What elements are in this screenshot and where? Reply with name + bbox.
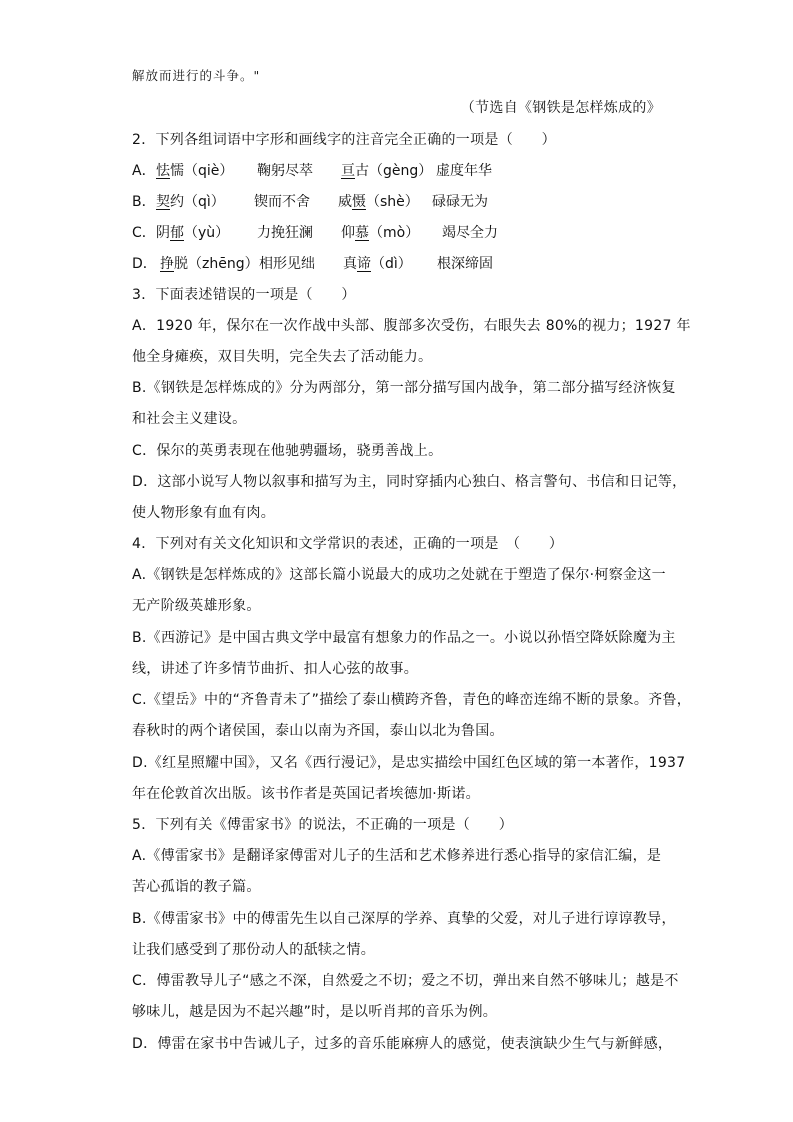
- q4-option-b-line2: 线，讲述了许多情节曲折、扣人心弦的故事。: [132, 661, 418, 677]
- underlined-char: 郁: [170, 225, 184, 241]
- q4-option-a-line2: 无产阶级英雄形象。: [132, 598, 261, 614]
- q2-option-c-word4: 竭尽全力: [442, 225, 498, 241]
- q2-option-c-label: C．: [132, 225, 156, 241]
- q3-stem: 3．下面表述错误的一项是（ ）: [132, 287, 356, 303]
- word-rest: （shè）: [366, 194, 419, 210]
- underlined-char: 挣: [160, 256, 174, 272]
- q3-option-d-line1: D．这部小说写人物以叙事和描写为主，同时穿插内心独白、格言警句、书信和日记等，: [132, 474, 687, 490]
- q5-option-c-line1: C．傅雷教导儿子“感之不深，自然爱之不切；爱之不切，弹出来自然不够味儿；越是不: [132, 973, 679, 989]
- q2-option-a-label: A．: [132, 163, 156, 179]
- q4-option-d-line2: 年在伦敦首次出版。该书作者是英国记者埃德加·斯诺。: [132, 786, 480, 802]
- underlined-char: 契: [156, 194, 170, 210]
- q2-option-b-word2: 锲而不舍: [254, 194, 310, 210]
- q2-option-b-word4: 碌碌无为: [432, 194, 488, 210]
- q3-option-a-line1: A．1920 年，保尔在一次作战中头部、腹部多次受伤，右眼失去 80%的视力；1927 年: [132, 318, 691, 334]
- word-lead: 威: [338, 194, 352, 210]
- q5-option-b-line2: 让我们感受到了那份动人的舐犊之情。: [132, 942, 376, 958]
- word-lead: 真: [343, 256, 357, 272]
- q4-option-c-line1: C.《望岳》中的“齐鲁青未了”描绘了泰山横跨齐鲁，青色的峰峦连绵不断的景象。齐鲁，: [132, 692, 692, 708]
- q4-option-b-line1: B.《西游记》是中国古典文学中最富有想象力的作品之一。小说以孙悟空降妖除魔为主: [132, 630, 676, 646]
- underlined-char: 怯: [156, 163, 170, 179]
- underlined-char: 亘: [341, 163, 355, 179]
- passage-tail: 解放而进行的斗争。": [132, 68, 261, 83]
- q4-option-d-line1: D.《红星照耀中国》，又名《西行漫记》，是忠实描绘中国红色区域的第一本著作，1937: [132, 755, 686, 771]
- word-rest: 古（gèng）: [355, 163, 433, 179]
- q2-option-c-word1: [156, 223, 229, 243]
- q4-stem: 4．下列对有关文化知识和文学常识的表述，正确的一项是 （ ）: [132, 536, 564, 552]
- q3-option-a-line2: 他全身瘫痪，双目失明，完全失去了活动能力。: [132, 349, 433, 365]
- word-rest: （mò）: [369, 225, 420, 241]
- q5-option-d-line1: D．傅雷在家书中告诫儿子，过多的音乐能麻痹人的感觉，使表演缺少生气与新鲜感，: [132, 1036, 673, 1052]
- word-lead: 阴: [156, 225, 170, 241]
- underlined-char: 慕: [355, 225, 369, 241]
- q2-option-d-word1: [160, 254, 259, 274]
- word-rest: （yù）: [184, 225, 230, 241]
- q2-option-a-word3: [341, 161, 432, 181]
- q5-option-c-line2: 够味儿，越是因为不起兴趣”时，是以听肖邦的音乐为例。: [132, 1004, 498, 1020]
- word-rest: 约（qì）: [170, 194, 225, 210]
- q2-option-a-word2: 鞠躬尽萃: [257, 163, 313, 179]
- word-rest: 脱（zhēng）: [174, 256, 259, 272]
- word-rest: （dì）: [371, 256, 412, 272]
- q2-option-d-word3: [343, 254, 412, 274]
- q2-option-d-word4: 根深缔固: [437, 256, 493, 272]
- q2-option-d-word2: 相形见绌: [259, 256, 315, 272]
- q2-option-b-word3: [338, 192, 419, 212]
- q5-option-b-line1: B.《傅雷家书》中的傅雷先生以自己深厚的学养、真挚的父爱，对儿子进行谆谆教导，: [132, 911, 676, 927]
- q2-option-d-label: D．: [132, 256, 157, 272]
- q5-option-a-line2: 苦心孤诣的教子篇。: [132, 879, 261, 895]
- word-rest: 懦（qiè）: [170, 163, 234, 179]
- q2-option-b-label: B．: [132, 194, 156, 210]
- q2-stem: 2．下列各组词语中字形和画线字的注音完全正确的一项是（ ）: [132, 132, 556, 148]
- q2-option-b-word1: [156, 192, 225, 212]
- q3-option-b-line2: 和社会主义建设。: [132, 411, 247, 427]
- q2-option-a-word1: [156, 161, 233, 181]
- q3-option-b-line1: B.《钢铁是怎样炼成的》分为两部分，第一部分描写国内战争，第二部分描写经济恢复: [132, 380, 676, 396]
- passage-source: （节选自《钢铁是怎样炼成的》: [460, 100, 661, 116]
- q5-stem: 5．下列有关《傅雷家书》的说法，不正确的一项是（ ）: [132, 817, 514, 833]
- underlined-char: 慑: [352, 194, 366, 210]
- q2-option-c-word2: 力挽狂澜: [257, 225, 313, 241]
- word-lead: 仰: [341, 225, 355, 241]
- underlined-char: 谛: [357, 256, 371, 272]
- q3-option-c-line1: C．保尔的英勇表现在他驰骋疆场，骁勇善战上。: [132, 443, 443, 459]
- q2-option-c-word3: [341, 223, 419, 243]
- q2-option-a-word4: 虚度年华: [436, 163, 492, 179]
- q4-option-c-line2: 春秋时的两个诸侯国，泰山以南为齐国，泰山以北为鲁国。: [132, 723, 504, 739]
- q3-option-d-line2: 使人物形象有血有肉。: [132, 505, 275, 521]
- q5-option-a-line1: A.《傅雷家书》是翻译家傅雷对儿子的生活和艺术修养进行悉心指导的家信汇编，是: [132, 848, 662, 864]
- q4-option-a-line1: A.《钢铁是怎样炼成的》这部长篇小说最大的成功之处就在于塑造了保尔·柯察金这一: [132, 567, 666, 583]
